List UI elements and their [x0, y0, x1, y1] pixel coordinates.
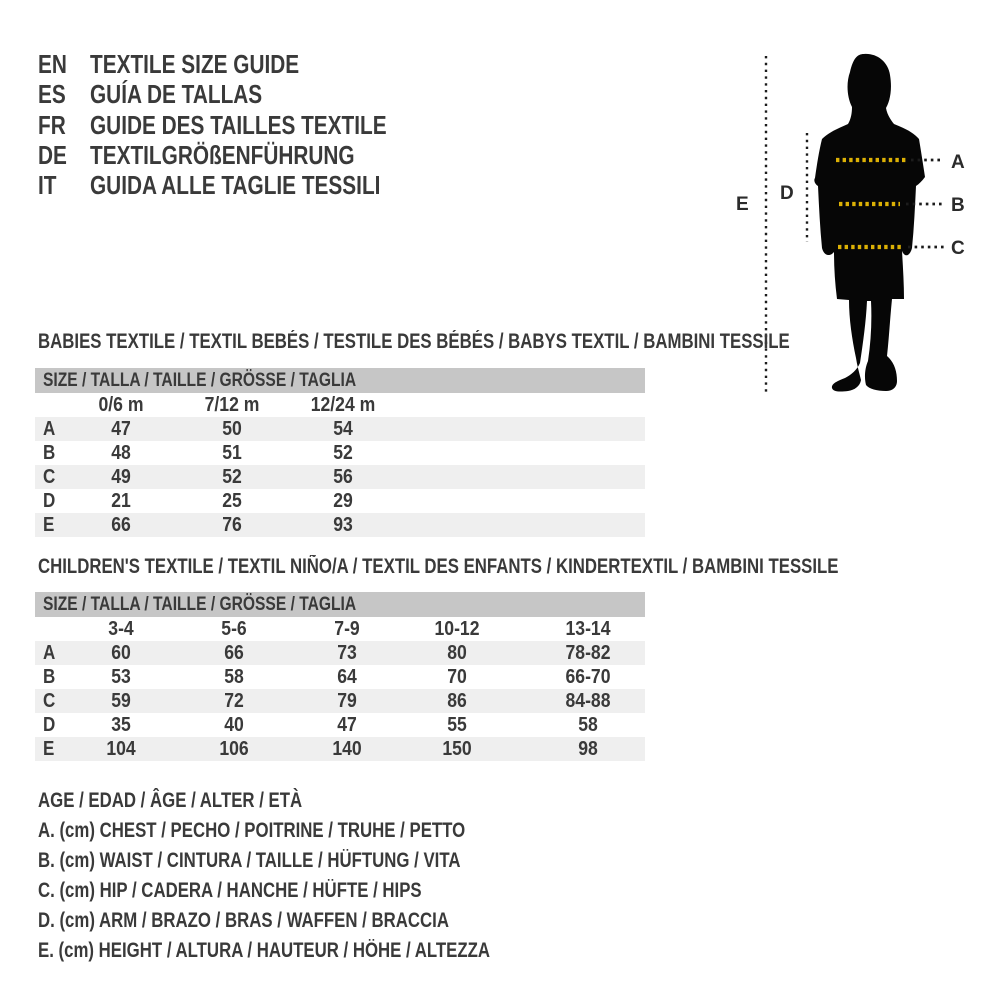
language-code: FR — [38, 109, 66, 140]
cell-value: 47 — [337, 714, 357, 736]
children-section-title: CHILDREN'S TEXTILE / TEXTIL NIÑO/A / TEXTIL DES ENFANTS / KINDERTEXTIL / BAMBINI TESSILE — [38, 555, 839, 578]
cell-value: 66 — [224, 642, 244, 664]
cell-value: 106 — [219, 738, 249, 760]
children-size-table — [35, 592, 645, 761]
cell-value: 35 — [111, 714, 131, 736]
measurement-diagram — [720, 40, 1000, 410]
cell-value: 72 — [224, 690, 244, 712]
cell-value: 98 — [578, 738, 598, 760]
cell-value: 53 — [111, 666, 131, 688]
cell-value: 54 — [333, 418, 353, 440]
row-label: B — [43, 666, 56, 688]
language-code: DE — [38, 139, 67, 170]
cell-value: 78-82 — [565, 642, 611, 664]
column-header: 7-9 — [334, 618, 360, 640]
cell-value: 73 — [337, 642, 357, 664]
language-title-list — [38, 49, 461, 200]
table-row — [35, 513, 645, 537]
babies-column-headers — [35, 393, 645, 417]
cell-value: 104 — [106, 738, 136, 760]
cell-value: 80 — [447, 642, 467, 664]
cell-value: 58 — [578, 714, 598, 736]
row-label: C — [43, 690, 56, 712]
row-label: A — [43, 642, 56, 664]
cell-value: 86 — [447, 690, 467, 712]
cell-value: 60 — [111, 642, 131, 664]
children-column-headers — [35, 617, 645, 641]
language-row — [38, 110, 461, 140]
cell-value: 56 — [333, 466, 353, 488]
language-row — [38, 79, 461, 109]
language-title: TEXTILE SIZE GUIDE — [90, 49, 300, 79]
cell-value: 59 — [111, 690, 131, 712]
column-header: 5-6 — [221, 618, 247, 640]
column-header: 7/12 m — [204, 394, 260, 416]
cell-value: 79 — [337, 690, 357, 712]
diagram-label-c: C — [951, 238, 965, 259]
table-row — [35, 417, 645, 441]
cell-value: 64 — [337, 666, 357, 688]
legend-line-c: C. (cm) HIP / CADERA / HANCHE / HÜFTE / HIPS — [38, 879, 422, 902]
cell-value: 140 — [332, 738, 362, 760]
legend-line-e: E. (cm) HEIGHT / ALTURA / HAUTEUR / HÖHE / ALTEZZA — [38, 939, 491, 962]
language-code: IT — [38, 170, 57, 201]
cell-value: 29 — [333, 490, 353, 512]
cell-value: 52 — [222, 466, 242, 488]
cell-value: 84-88 — [565, 690, 611, 712]
table-row — [35, 441, 645, 465]
babies-size-table — [35, 368, 645, 537]
table-row — [35, 665, 645, 689]
table-row — [35, 641, 645, 665]
column-header: 3-4 — [108, 618, 134, 640]
diagram-label-a: A — [951, 152, 965, 173]
cell-value: 21 — [111, 490, 131, 512]
legend-line-b: B. (cm) WAIST / CINTURA / TAILLE / HÜFTUNG / VITA — [38, 849, 461, 872]
cell-value: 76 — [222, 514, 242, 536]
table-row — [35, 489, 645, 513]
cell-value: 49 — [111, 466, 131, 488]
legend-age-line: AGE / EDAD / ÂGE / ALTER / ETÀ — [38, 789, 303, 812]
cell-value: 47 — [111, 418, 131, 440]
cell-value: 66 — [111, 514, 131, 536]
column-header: 12/24 m — [310, 394, 376, 416]
cell-value: 58 — [224, 666, 244, 688]
diagram-label-d: D — [780, 183, 794, 204]
diagram-label-e: E — [736, 194, 749, 215]
cell-value: 93 — [333, 514, 353, 536]
language-row — [38, 140, 461, 170]
babies-section-title: BABIES TEXTILE / TEXTIL BEBÉS / TESTILE DES BÉBÉS / BABYS TEXTIL / BAMBINI TESSILE — [38, 330, 790, 353]
column-header: 10-12 — [434, 618, 480, 640]
cell-value: 150 — [442, 738, 472, 760]
row-label: C — [43, 466, 56, 488]
language-row — [38, 49, 461, 79]
language-title: TEXTILGRÖßENFÜHRUNG — [90, 139, 355, 170]
cell-value: 66-70 — [565, 666, 611, 688]
cell-value: 25 — [222, 490, 242, 512]
table-row — [35, 465, 645, 489]
language-title: GUIDE DES TAILLES TEXTILE — [90, 109, 387, 140]
cell-value: 48 — [111, 442, 131, 464]
cell-value: 70 — [447, 666, 467, 688]
children-table-header-bar: SIZE / TALLA / TAILLE / GRÖSSE / TAGLIA — [35, 592, 645, 617]
row-label: B — [43, 442, 56, 464]
measurement-legend — [38, 786, 603, 966]
language-code: EN — [38, 49, 67, 79]
language-title: GUIDA ALLE TAGLIE TESSILI — [90, 170, 381, 201]
cell-value: 40 — [224, 714, 244, 736]
table-row — [35, 737, 645, 761]
language-title: GUÍA DE TALLAS — [90, 79, 263, 110]
row-label: E — [43, 514, 55, 536]
legend-line-a: A. (cm) CHEST / PECHO / POITRINE / TRUHE / PETTO — [38, 819, 466, 842]
row-label: E — [43, 738, 55, 760]
cell-value: 50 — [222, 418, 242, 440]
cell-value: 55 — [447, 714, 467, 736]
language-row — [38, 170, 461, 200]
cell-value: 51 — [222, 442, 242, 464]
babies-table-header-bar: SIZE / TALLA / TAILLE / GRÖSSE / TAGLIA — [35, 368, 645, 393]
row-label: D — [43, 714, 56, 736]
cell-value: 52 — [333, 442, 353, 464]
row-label: D — [43, 490, 56, 512]
language-code: ES — [38, 79, 66, 110]
table-row — [35, 713, 645, 737]
diagram-label-b: B — [951, 195, 965, 216]
row-label: A — [43, 418, 56, 440]
column-header: 13-14 — [565, 618, 611, 640]
legend-line-d: D. (cm) ARM / BRAZO / BRAS / WAFFEN / BRACCIA — [38, 909, 449, 932]
column-header: 0/6 m — [98, 394, 144, 416]
table-row — [35, 689, 645, 713]
